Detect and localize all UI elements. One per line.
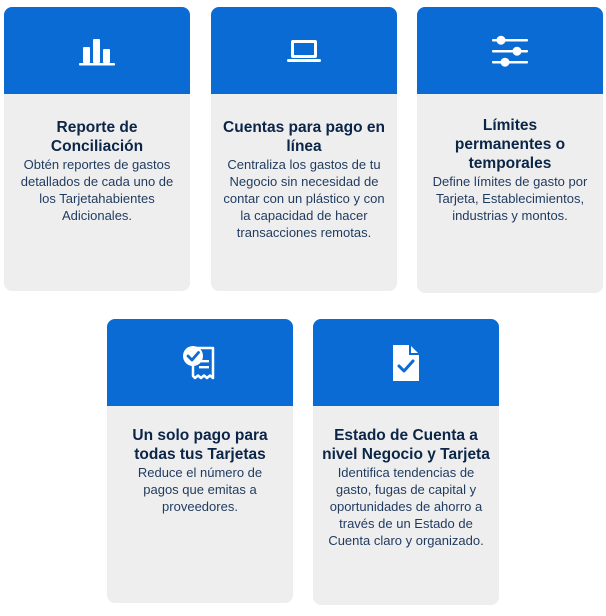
card-description: Reduce el número de pagos que emitas a proveedores.: [137, 465, 263, 514]
card-description: Define límites de gasto por Tarjeta, Establecimientos, industrias y montos.: [432, 174, 588, 223]
feature-card-limites: [417, 7, 603, 293]
receipt-check-icon: [179, 342, 221, 384]
card-title: Reporte de Conciliación: [50, 119, 144, 155]
feature-card-pago: [107, 319, 293, 603]
bar-chart-icon: [77, 35, 117, 67]
feature-card-cuentas: [211, 7, 397, 291]
card-description: Obtén reportes de gastos detallados de cada uno de los Tarjetahabientes Adicionales.: [20, 157, 174, 223]
document-check-icon: [388, 341, 424, 385]
card-header: [107, 319, 293, 406]
card-title: Cuentas para pago en línea: [223, 119, 385, 155]
card-title: Límites permanentes o temporales: [454, 117, 566, 172]
card-title: Un solo pago para todas tus Tarjetas: [132, 427, 268, 463]
laptop-icon: [285, 36, 323, 66]
sliders-icon: [490, 31, 530, 71]
card-header: [4, 7, 190, 94]
card-description: Identifica tendencias de gasto, fugas de capital y oportunidades de ahorro a través de un Estado de Cuenta claro y organizado.: [328, 465, 484, 548]
feature-card-reporte: [4, 7, 190, 291]
card-header: [211, 7, 397, 94]
card-description: Centraliza los gastos de tu Negocio sin necesidad de contar con un plástico y con la capacidad de hacer transacciones remotas.: [223, 157, 385, 240]
card-header: [417, 7, 603, 94]
feature-card-estado: [313, 319, 499, 605]
card-header: [313, 319, 499, 406]
card-title: Estado de Cuenta a nivel Negocio y Tarjeta: [322, 427, 490, 463]
